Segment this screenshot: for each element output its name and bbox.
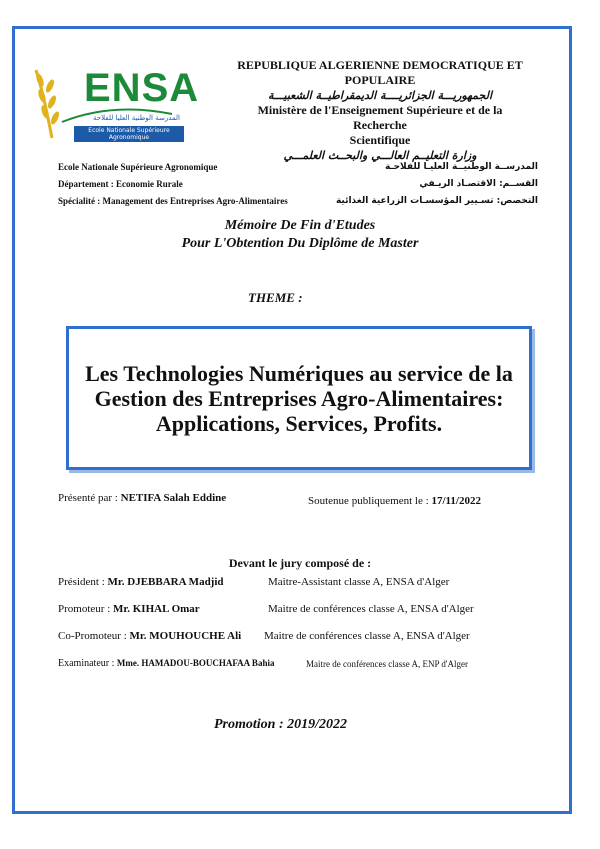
jury-name: Mme. HAMADOU-BOUCHAFAA Bahia [116, 658, 275, 668]
school-name-ar: المدرســة الوطنيــة العليـا للفلاحـة [384, 162, 538, 172]
republic-ar: الجمهوريـــة الجزائريــــة الديمقراطيــة الشعبيـــة [267, 89, 493, 102]
republic-fr-line1: REPUBLIQUE ALGERIENNE DEMOCRATIQUE ET [237, 58, 523, 72]
jury-member [58, 603, 474, 615]
jury-member [58, 658, 468, 669]
thesis-title-box [66, 326, 532, 470]
logo-wordmark: ENSA [84, 66, 200, 110]
jury-heading: Devant le jury composé de : [228, 556, 372, 570]
jury-member [58, 576, 450, 588]
presented-by [58, 492, 226, 504]
jury-grade: Maitre-Assistant classe A, ENSA d'Alger [268, 576, 450, 588]
memoire-line2: Pour L'Obtention Du Diplôme de Master [181, 236, 419, 251]
department: Département : Economie Rurale [58, 179, 183, 189]
ministry-fr-line2: Scientifique [349, 133, 411, 147]
ministry-ar: وزارة التعليــم العالـــي والبحــث العلمـــي [283, 149, 477, 162]
jury-grade: Maitre de conférences classe A, ENSA d'Alger [264, 630, 470, 642]
official-header [230, 58, 530, 163]
logo-arabic-text: المدرسة الوطنية العليا للفلاحة [93, 114, 180, 122]
promotion-year: Promotion : 2019/2022 [214, 717, 348, 732]
department-ar: القســم: الاقتصـاد الريـفي [419, 179, 538, 189]
republic-fr-line2: POPULAIRE [344, 73, 416, 87]
student-name: NETIFA Salah Eddine [120, 492, 227, 504]
ensa-logo [22, 62, 200, 141]
memoire-heading [0, 217, 600, 253]
jury-role: Examinateur : [58, 658, 117, 669]
institution-info-fr [58, 159, 288, 210]
institution-info-ar [336, 159, 538, 210]
jury-grade: Maitre de conférences classe A, ENSA d'Alger [268, 603, 474, 615]
logo-subtitle: Ecole Nationale Supérieure Agronomique [74, 126, 184, 142]
defense-date [308, 495, 481, 507]
memoire-line1: Mémoire De Fin d'Etudes [224, 218, 376, 233]
jury-name: Mr. KIHAL Omar [113, 603, 200, 615]
jury-member [58, 630, 470, 642]
thesis-title: Les Technologies Numériques au service de la Gestion des Entreprises Agro-Alimentaires: Applications, Services, Profits. [85, 360, 513, 436]
jury-name: Mr. MOUHOUCHE Ali [129, 630, 242, 642]
defense-label: Soutenue publiquement le : [308, 495, 432, 507]
specialty: Spécialité : Management des Entreprises Agro-Alimentaires [58, 196, 288, 206]
specialty-ar: التخصص: تسـيير المؤسسـات الزراعية الغذائية [335, 196, 538, 206]
jury-grade: Maitre de conférences classe A, ENP d'Alger [306, 659, 468, 669]
jury-role: Co-Promoteur : [58, 630, 130, 642]
presented-label: Présenté par : [58, 492, 121, 504]
jury-role: Promoteur : [58, 603, 113, 615]
jury-role: Président : [58, 576, 108, 588]
ministry-fr-line1: Ministère de l'Enseignement Supérieure et de la Recherche [257, 103, 503, 132]
jury-name: Mr. DJEBBARA Madjid [107, 576, 224, 588]
school-name: Ecole Nationale Supérieure Agronomique [58, 162, 218, 172]
theme-label: THEME : [248, 290, 303, 305]
defense-date-value: 17/11/2022 [431, 495, 481, 507]
